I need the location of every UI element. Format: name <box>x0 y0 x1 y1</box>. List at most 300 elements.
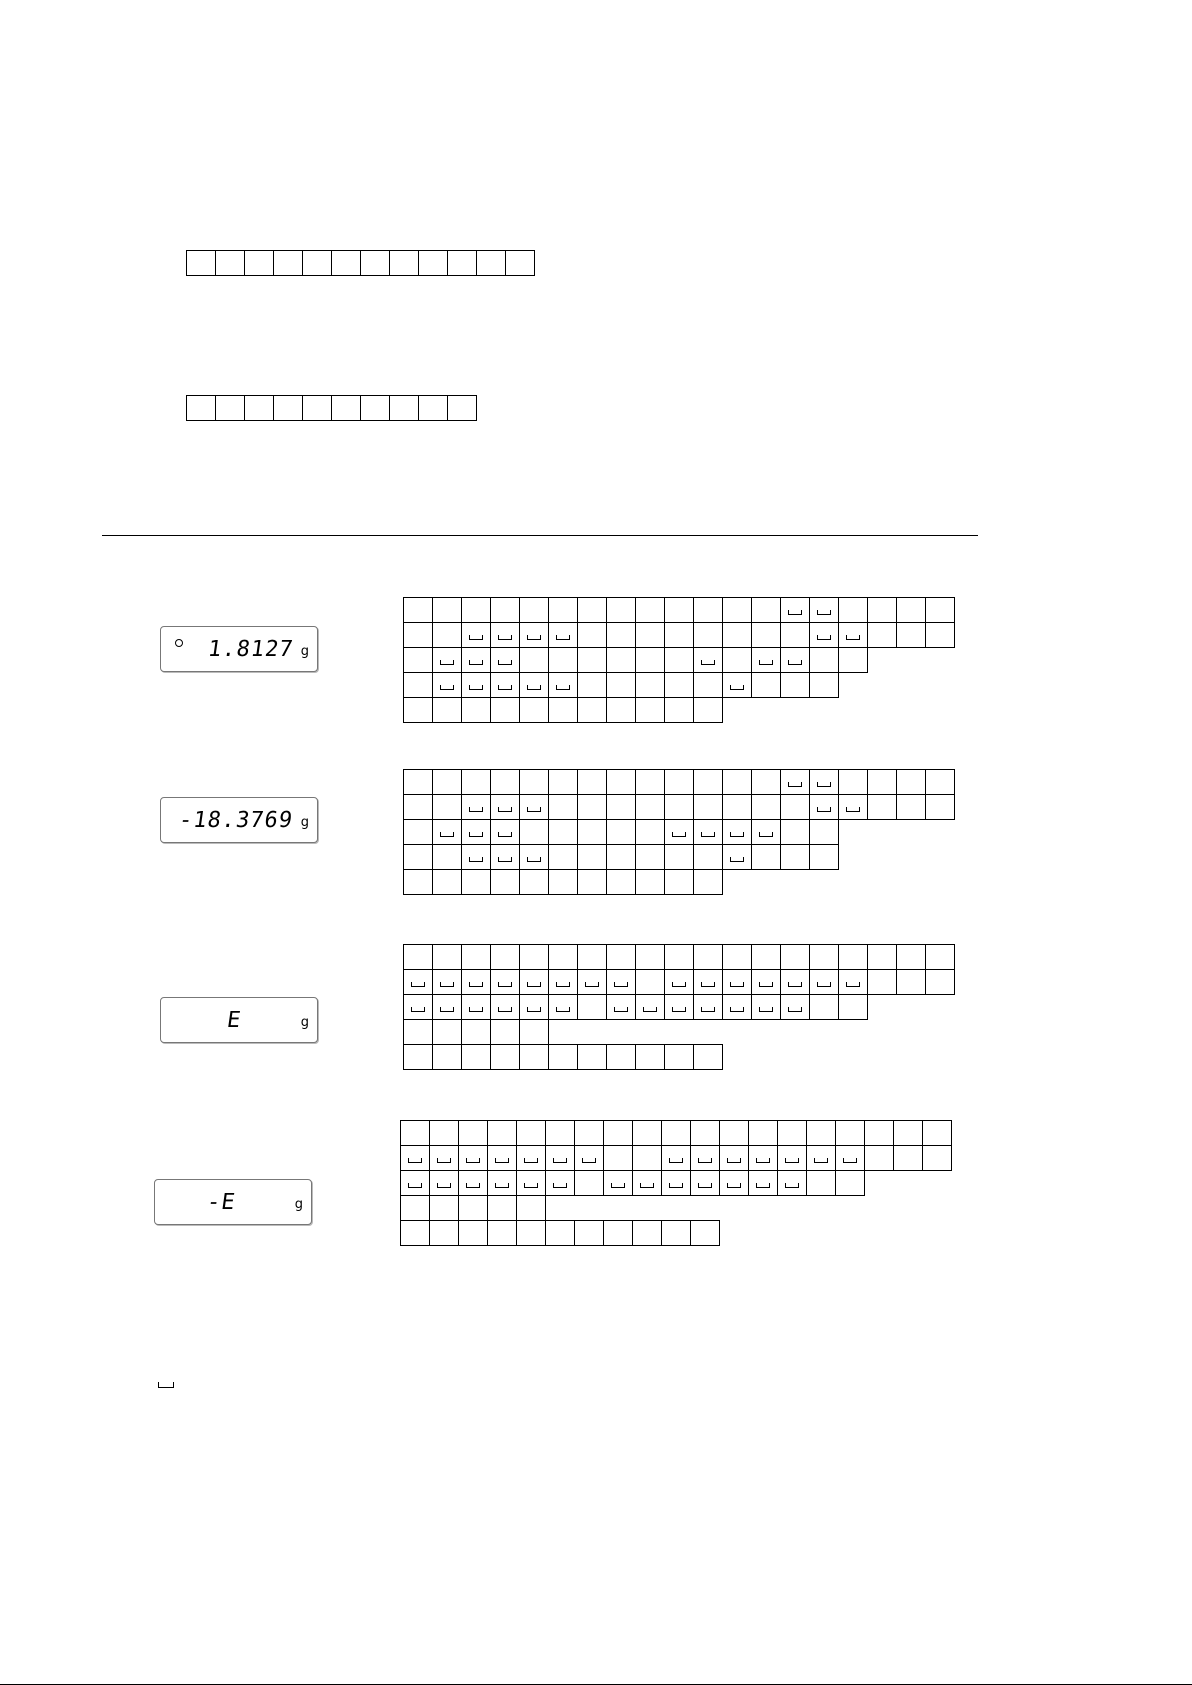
grid-cell <box>664 869 694 895</box>
grid-cell <box>809 672 839 698</box>
grid-cell <box>577 1044 607 1070</box>
grid-cell <box>400 1120 430 1146</box>
grid-cell <box>806 1170 836 1196</box>
space-cell <box>661 1170 691 1196</box>
grid-cell <box>519 944 549 970</box>
space-cell <box>838 622 868 648</box>
grid-cell <box>722 769 752 795</box>
grid-cell <box>577 622 607 648</box>
grid-cell <box>606 647 636 673</box>
format-cell <box>215 395 245 421</box>
format-cell <box>244 395 274 421</box>
grid-row <box>401 1196 546 1221</box>
grid-row <box>404 698 723 723</box>
grid-row <box>404 970 955 995</box>
grid-cell <box>432 1044 462 1070</box>
space-cell <box>838 794 868 820</box>
space-cell <box>722 844 752 870</box>
grid-cell <box>403 844 433 870</box>
grid-cell <box>606 794 636 820</box>
grid-row <box>404 673 839 698</box>
space-cell <box>693 994 723 1020</box>
grid-cell <box>780 844 810 870</box>
format-cell <box>273 250 303 276</box>
space-cell <box>809 769 839 795</box>
space-cell <box>432 994 462 1020</box>
grid-cell <box>780 944 810 970</box>
space-cell <box>545 1170 575 1196</box>
space-cell <box>780 994 810 1020</box>
grid-cell <box>548 1044 578 1070</box>
grid-row <box>404 598 955 623</box>
grid-cell <box>606 697 636 723</box>
format-cell <box>186 250 216 276</box>
grid-cell <box>751 622 781 648</box>
grid-cell <box>487 1120 517 1146</box>
grid-cell <box>403 622 433 648</box>
space-cell <box>664 994 694 1020</box>
grid-cell <box>432 794 462 820</box>
space-cell <box>490 969 520 995</box>
format-cell <box>389 250 419 276</box>
grid-cell <box>487 1195 517 1221</box>
grid-cell <box>664 794 694 820</box>
grid-cell <box>867 769 897 795</box>
grid-cell <box>429 1120 459 1146</box>
grid-row <box>401 1221 720 1246</box>
grid-cell <box>719 1120 749 1146</box>
grid-cell <box>780 794 810 820</box>
grid-cell <box>838 994 868 1020</box>
grid-cell <box>577 994 607 1020</box>
grid-cell <box>403 794 433 820</box>
grid-cell <box>487 1220 517 1246</box>
grid-row <box>404 623 955 648</box>
grid-cell <box>490 869 520 895</box>
grid-cell <box>922 1145 952 1171</box>
space-cell <box>780 769 810 795</box>
grid-cell <box>635 672 665 698</box>
grid-cell <box>664 647 694 673</box>
space-cell <box>777 1145 807 1171</box>
space-cell <box>490 622 520 648</box>
grid-cell <box>867 597 897 623</box>
format-cell <box>186 395 216 421</box>
grid-cell <box>461 769 491 795</box>
grid-cell <box>606 1044 636 1070</box>
space-cell <box>548 994 578 1020</box>
format-cell <box>302 395 332 421</box>
space-cell <box>780 969 810 995</box>
format-cell <box>505 250 535 276</box>
grid-cell <box>693 869 723 895</box>
space-cell <box>722 819 752 845</box>
grid-cell <box>893 1120 923 1146</box>
grid-cell <box>809 647 839 673</box>
format-cell <box>360 250 390 276</box>
grid-cell <box>403 647 433 673</box>
grid-cell <box>896 622 926 648</box>
grid-cell <box>664 697 694 723</box>
grid-row <box>404 995 868 1020</box>
grid-cell <box>403 672 433 698</box>
grid-cell <box>461 869 491 895</box>
space-cell <box>577 969 607 995</box>
space-cell <box>606 969 636 995</box>
grid-cell <box>664 672 694 698</box>
grid-cell <box>693 794 723 820</box>
grid-cell <box>458 1120 488 1146</box>
space-cell <box>809 622 839 648</box>
grid-cell <box>432 1019 462 1045</box>
grid-cell <box>403 597 433 623</box>
space-cell <box>490 844 520 870</box>
grid-cell <box>867 794 897 820</box>
space-cell <box>751 994 781 1020</box>
space-cell <box>519 994 549 1020</box>
space-cell <box>400 1145 430 1171</box>
grid-cell <box>777 1120 807 1146</box>
space-cell <box>748 1170 778 1196</box>
grid-cell <box>693 844 723 870</box>
grid-cell <box>780 622 810 648</box>
grid-cell <box>693 597 723 623</box>
grid-cell <box>693 622 723 648</box>
grid-cell <box>893 1145 923 1171</box>
grid-cell <box>432 869 462 895</box>
display-unit: g <box>294 1197 303 1212</box>
grid-cell <box>751 597 781 623</box>
space-cell <box>516 1145 546 1171</box>
grid-cell <box>722 622 752 648</box>
grid-cell <box>925 597 955 623</box>
grid-row <box>404 870 723 895</box>
grid-cell <box>490 944 520 970</box>
grid-cell <box>403 869 433 895</box>
space-cell <box>693 647 723 673</box>
grid-cell <box>516 1220 546 1246</box>
grid-cell <box>780 672 810 698</box>
grid-cell <box>545 1220 575 1246</box>
format-cell <box>331 250 361 276</box>
space-cell <box>432 969 462 995</box>
space-cell <box>461 969 491 995</box>
grid-cell <box>925 944 955 970</box>
grid-cell <box>606 944 636 970</box>
space-cell <box>458 1145 488 1171</box>
space-cell <box>490 647 520 673</box>
grid-cell <box>896 597 926 623</box>
grid-cell <box>809 844 839 870</box>
grid-cell <box>403 819 433 845</box>
grid-cell <box>751 944 781 970</box>
grid-cell <box>693 697 723 723</box>
grid-cell <box>693 944 723 970</box>
grid-cell <box>664 944 694 970</box>
lcd-display-2 <box>160 797 318 843</box>
format-cell <box>360 395 390 421</box>
grid-cell <box>429 1220 459 1246</box>
space-cell <box>722 672 752 698</box>
grid-cell <box>635 819 665 845</box>
grid-cell <box>864 1145 894 1171</box>
space-cell <box>461 647 491 673</box>
format-cell <box>418 395 448 421</box>
grid-cell <box>458 1220 488 1246</box>
space-cell <box>461 844 491 870</box>
grid-cell <box>835 1170 865 1196</box>
grid-cell <box>806 1120 836 1146</box>
space-cell <box>777 1170 807 1196</box>
grid-cell <box>722 794 752 820</box>
grid-cell <box>574 1120 604 1146</box>
grid-cell <box>896 794 926 820</box>
grid-cell <box>664 1044 694 1070</box>
grid-cell <box>751 672 781 698</box>
grid-cell <box>838 944 868 970</box>
grid-cell <box>606 844 636 870</box>
grid-cell <box>548 647 578 673</box>
space-cell <box>519 844 549 870</box>
grid-cell <box>635 769 665 795</box>
space-cell <box>780 597 810 623</box>
space-cell <box>780 647 810 673</box>
grid-cell <box>490 769 520 795</box>
grid-row <box>404 795 955 820</box>
grid-cell <box>664 622 694 648</box>
grid-cell <box>606 869 636 895</box>
format-cell <box>273 395 303 421</box>
space-cell <box>403 969 433 995</box>
space-cell <box>487 1170 517 1196</box>
grid-cell <box>606 597 636 623</box>
grid-cell <box>574 1170 604 1196</box>
grid-cell <box>809 944 839 970</box>
grid-cell <box>751 794 781 820</box>
grid-row <box>401 1171 865 1196</box>
display-unit: g <box>300 644 309 659</box>
grid-cell <box>461 1044 491 1070</box>
space-cell <box>429 1145 459 1171</box>
grid-cell <box>516 1120 546 1146</box>
space-cell <box>690 1170 720 1196</box>
space-cell <box>548 622 578 648</box>
grid-cell <box>519 647 549 673</box>
space-cell <box>722 994 752 1020</box>
space-cell <box>519 622 549 648</box>
grid-row <box>404 1020 549 1045</box>
format-cell <box>476 250 506 276</box>
space-cell <box>809 969 839 995</box>
format-cell <box>244 250 274 276</box>
space-cell <box>603 1170 633 1196</box>
space-cell <box>809 794 839 820</box>
grid-cell <box>458 1195 488 1221</box>
space-cell <box>722 969 752 995</box>
grid-cell <box>896 969 926 995</box>
grid-cell <box>896 769 926 795</box>
grid-cell <box>632 1220 662 1246</box>
format-cell <box>389 395 419 421</box>
space-cell <box>490 794 520 820</box>
grid-cell <box>461 597 491 623</box>
grid-cell <box>838 647 868 673</box>
grid-cell <box>577 697 607 723</box>
grid-cell <box>835 1120 865 1146</box>
space-cell <box>664 819 694 845</box>
grid-row <box>404 648 868 673</box>
grid-row <box>404 820 839 845</box>
space-cell <box>458 1170 488 1196</box>
grid-cell <box>809 994 839 1020</box>
grid-cell <box>490 1044 520 1070</box>
grid-cell <box>516 1195 546 1221</box>
grid-cell <box>635 647 665 673</box>
space-cell <box>809 597 839 623</box>
space-cell <box>461 672 491 698</box>
grid-cell <box>432 944 462 970</box>
top-format-frame-1 <box>187 251 535 276</box>
grid-cell <box>661 1120 691 1146</box>
space-cell <box>664 969 694 995</box>
space-cell <box>635 994 665 1020</box>
stable-indicator-icon <box>175 639 183 647</box>
grid-cell <box>400 1220 430 1246</box>
space-cell <box>461 622 491 648</box>
grid-cell <box>606 672 636 698</box>
grid-cell <box>548 819 578 845</box>
grid-cell <box>577 672 607 698</box>
display-value: -E <box>204 1190 237 1215</box>
grid-cell <box>519 1019 549 1045</box>
grid-cell <box>925 622 955 648</box>
grid-cell <box>548 844 578 870</box>
space-cell <box>490 994 520 1020</box>
space-cell <box>432 647 462 673</box>
space-cell <box>632 1170 662 1196</box>
grid-cell <box>577 869 607 895</box>
grid-cell <box>864 1120 894 1146</box>
space-cell <box>490 672 520 698</box>
space-cell <box>429 1170 459 1196</box>
grid-cell <box>490 1019 520 1045</box>
space-cell <box>519 794 549 820</box>
display-unit: g <box>300 1015 309 1030</box>
grid-cell <box>922 1120 952 1146</box>
grid-cell <box>519 697 549 723</box>
space-cell <box>606 994 636 1020</box>
grid-cell <box>635 597 665 623</box>
space-cell <box>693 969 723 995</box>
grid-cell <box>432 769 462 795</box>
grid-cell <box>403 697 433 723</box>
grid-row <box>401 1121 952 1146</box>
grid-cell <box>925 769 955 795</box>
lcd-display-3 <box>160 997 318 1043</box>
grid-cell <box>838 597 868 623</box>
space-cell <box>838 969 868 995</box>
grid-cell <box>603 1120 633 1146</box>
grid-cell <box>664 597 694 623</box>
lcd-display-1 <box>160 626 318 672</box>
grid-cell <box>632 1120 662 1146</box>
grid-cell <box>635 794 665 820</box>
space-cell <box>806 1145 836 1171</box>
grid-cell <box>577 819 607 845</box>
grid-cell <box>490 597 520 623</box>
grid-cell <box>867 622 897 648</box>
grid-row <box>404 845 839 870</box>
space-cell <box>661 1145 691 1171</box>
space-cell <box>400 1170 430 1196</box>
grid-cell <box>548 697 578 723</box>
grid-cell <box>690 1120 720 1146</box>
space-cell <box>548 672 578 698</box>
grid-cell <box>751 844 781 870</box>
space-cell <box>719 1145 749 1171</box>
format-cell <box>447 250 477 276</box>
grid-cell <box>403 1019 433 1045</box>
space-cell <box>461 819 491 845</box>
grid-cell <box>838 769 868 795</box>
grid-cell <box>577 944 607 970</box>
space-cell <box>490 819 520 845</box>
grid-cell <box>635 697 665 723</box>
grid-cell <box>461 1019 491 1045</box>
space-cell <box>487 1145 517 1171</box>
space-cell <box>519 672 549 698</box>
grid-cell <box>693 769 723 795</box>
grid-cell <box>577 794 607 820</box>
grid-cell <box>603 1145 633 1171</box>
grid-row <box>401 1146 952 1171</box>
space-cell <box>693 819 723 845</box>
grid-cell <box>432 697 462 723</box>
grid-cell <box>574 1220 604 1246</box>
grid-cell <box>867 969 897 995</box>
format-cell <box>215 250 245 276</box>
grid-cell <box>664 769 694 795</box>
top-format-frame-2 <box>187 396 477 421</box>
grid-cell <box>896 944 926 970</box>
grid-cell <box>606 622 636 648</box>
space-cell <box>545 1145 575 1171</box>
space-cell <box>432 672 462 698</box>
grid-cell <box>403 769 433 795</box>
space-cell <box>748 1145 778 1171</box>
grid-cell <box>722 944 752 970</box>
grid-cell <box>635 622 665 648</box>
space-cell <box>548 969 578 995</box>
grid-cell <box>693 672 723 698</box>
grid-row <box>404 945 955 970</box>
grid-cell <box>548 794 578 820</box>
space-cell <box>461 994 491 1020</box>
grid-cell <box>635 844 665 870</box>
lcd-display-4 <box>154 1179 312 1225</box>
space-cell <box>403 994 433 1020</box>
display-value: E <box>224 1008 243 1033</box>
grid-cell <box>548 944 578 970</box>
grid-cell <box>661 1220 691 1246</box>
grid-cell <box>722 647 752 673</box>
format-cell <box>418 250 448 276</box>
space-cell <box>719 1170 749 1196</box>
grid-cell <box>867 944 897 970</box>
grid-cell <box>519 1044 549 1070</box>
grid-cell <box>548 597 578 623</box>
space-cell <box>461 794 491 820</box>
